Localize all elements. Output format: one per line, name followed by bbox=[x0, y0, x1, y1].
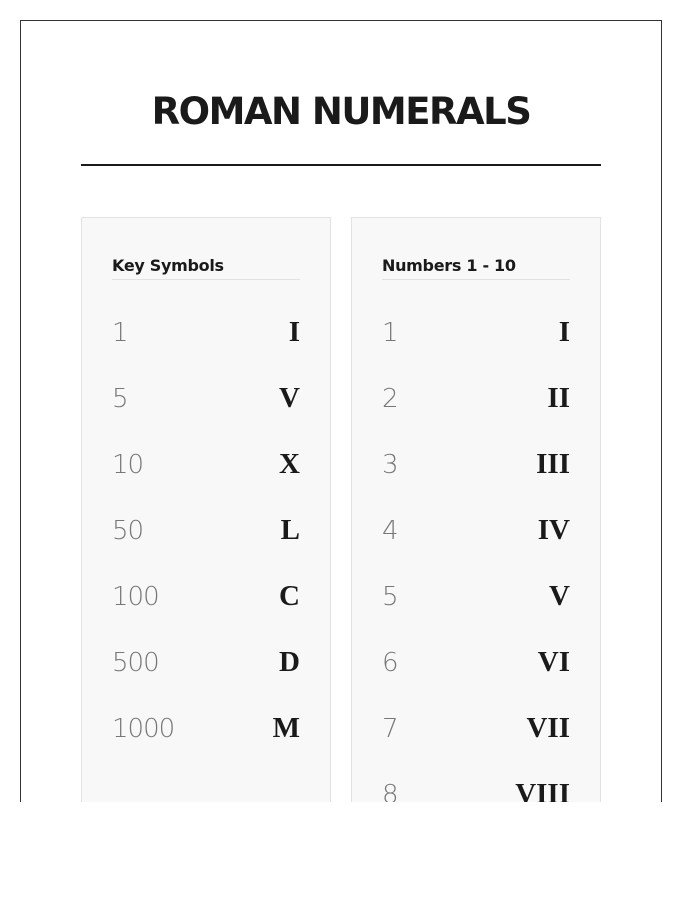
roman-numeral: IV bbox=[537, 514, 570, 546]
arabic-number: 6 bbox=[382, 648, 398, 678]
roman-numeral: V bbox=[549, 580, 570, 612]
roman-numeral: M bbox=[272, 712, 300, 744]
list-item bbox=[112, 714, 300, 754]
arabic-number: 500 bbox=[112, 648, 159, 678]
arabic-number: 1000 bbox=[112, 714, 175, 744]
arabic-number: 3 bbox=[382, 450, 398, 480]
list-item bbox=[382, 714, 570, 754]
list-item bbox=[382, 648, 570, 688]
roman-numeral: C bbox=[279, 580, 300, 612]
arabic-number: 10 bbox=[112, 450, 144, 480]
list-item bbox=[382, 384, 570, 424]
roman-numeral: V bbox=[279, 382, 300, 414]
list-item bbox=[382, 582, 570, 622]
roman-numeral: VI bbox=[537, 646, 570, 678]
numbers-1-10-card bbox=[351, 217, 601, 802]
roman-numeral: II bbox=[547, 382, 570, 414]
roman-numeral: III bbox=[536, 448, 570, 480]
list-item bbox=[112, 384, 300, 424]
card-heading: Numbers 1 - 10 bbox=[382, 256, 570, 280]
roman-numeral: X bbox=[279, 448, 300, 480]
arabic-number: 1 bbox=[382, 318, 398, 348]
arabic-number: 5 bbox=[112, 384, 128, 414]
arabic-number: 7 bbox=[382, 714, 398, 744]
arabic-number: 1 bbox=[112, 318, 128, 348]
roman-numeral: I bbox=[288, 316, 300, 348]
key-symbols-card bbox=[81, 217, 331, 802]
arabic-number: 4 bbox=[382, 516, 398, 546]
list-item bbox=[382, 318, 570, 358]
list-item bbox=[382, 780, 570, 802]
card-heading: Key Symbols bbox=[112, 256, 300, 280]
list-item bbox=[112, 516, 300, 556]
roman-numeral: I bbox=[558, 316, 570, 348]
roman-numeral: VII bbox=[526, 712, 570, 744]
list-item bbox=[112, 648, 300, 688]
title-divider bbox=[81, 164, 601, 166]
arabic-number: 2 bbox=[382, 384, 398, 414]
page-title: ROMAN NUMERALS bbox=[151, 90, 531, 133]
roman-numeral: VIII bbox=[515, 778, 570, 802]
roman-numeral: L bbox=[280, 514, 300, 546]
arabic-number: 50 bbox=[112, 516, 144, 546]
arabic-number: 8 bbox=[382, 780, 398, 802]
list-item bbox=[112, 582, 300, 622]
list-item bbox=[112, 450, 300, 490]
roman-numeral: D bbox=[279, 646, 300, 678]
arabic-number: 5 bbox=[382, 582, 398, 612]
list-item bbox=[382, 450, 570, 490]
list-item bbox=[112, 318, 300, 358]
list-item bbox=[382, 516, 570, 556]
arabic-number: 100 bbox=[112, 582, 159, 612]
